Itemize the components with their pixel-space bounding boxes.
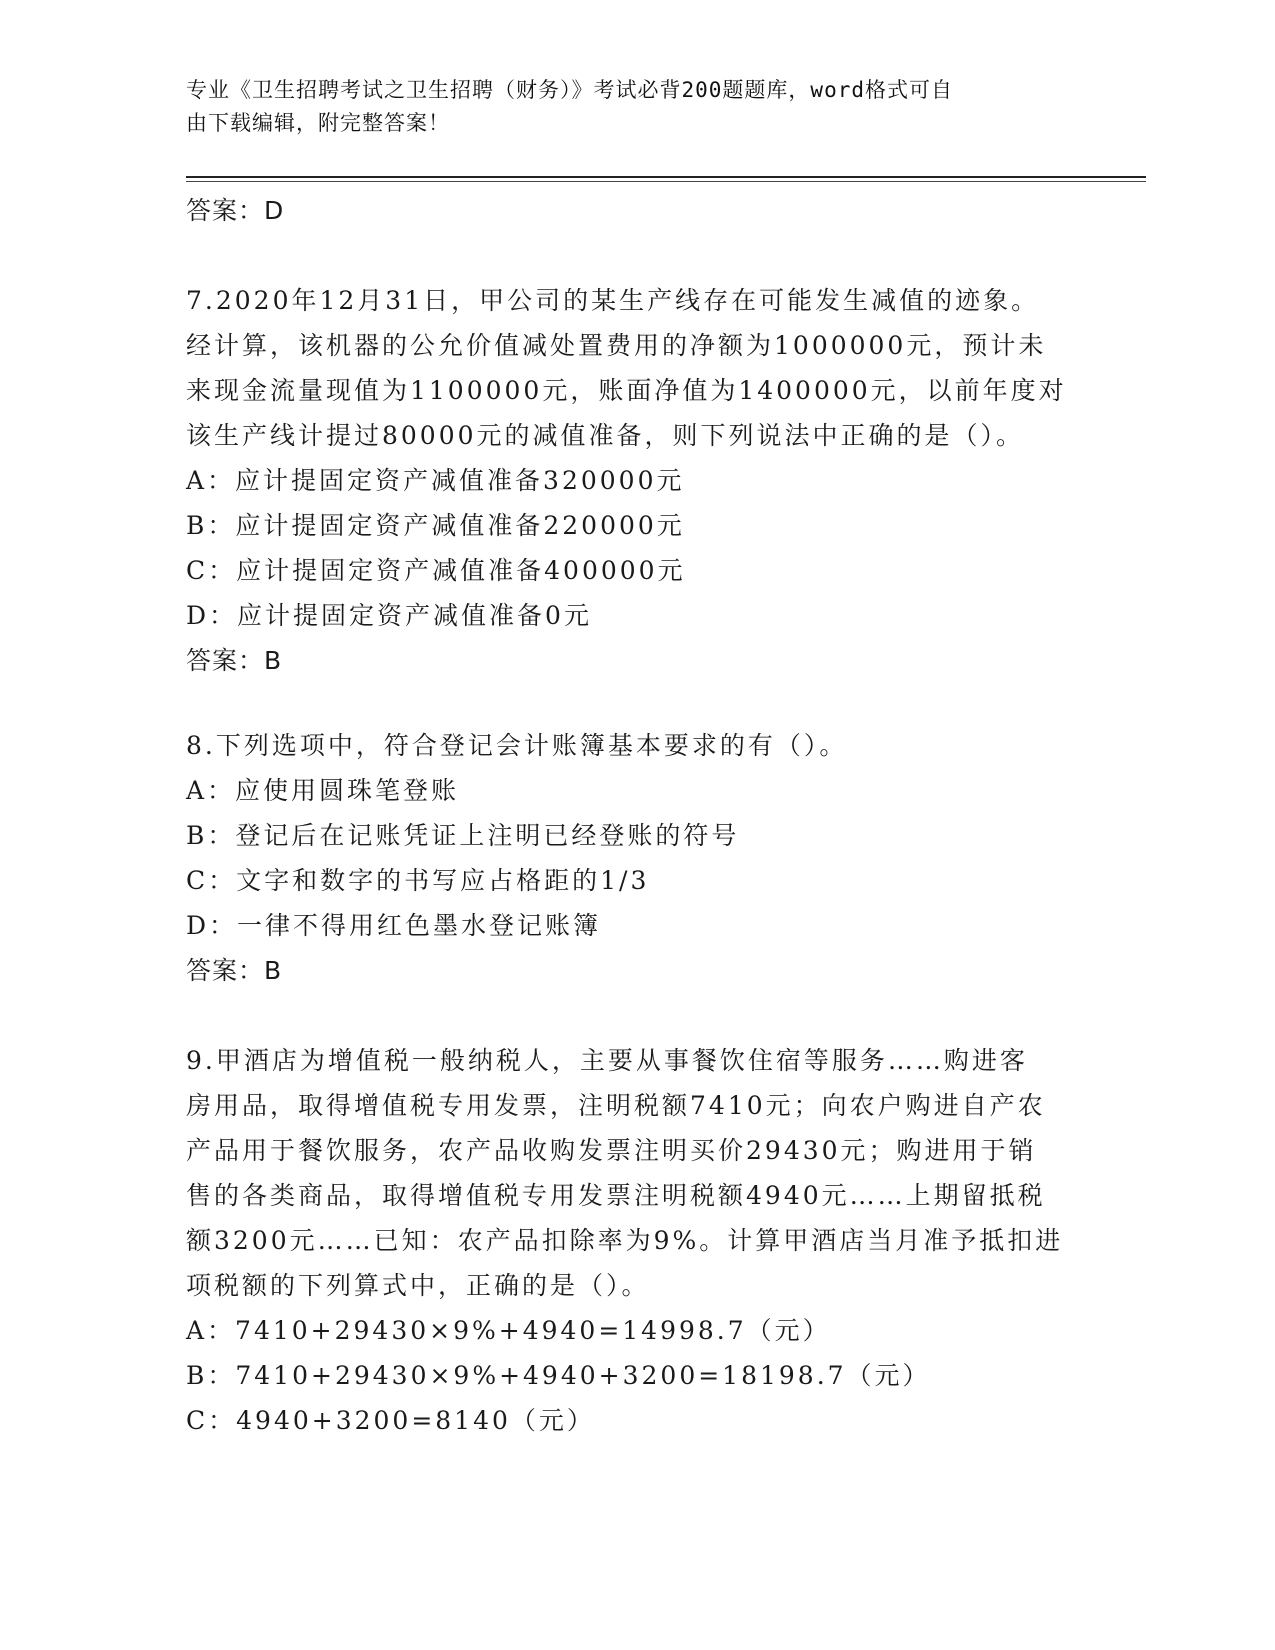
spacer — [186, 683, 1086, 723]
question-7-option-c: C：应计提固定资产减值准备400000元 — [186, 556, 686, 585]
question-9-option-a: A：7410+29430×9%+4940=14998.7（元） — [186, 1316, 831, 1345]
question-9-line-2: 房用品，取得增值税专用发票，注明税额7410元；向农户购进自产农 — [186, 1091, 1046, 1120]
question-8-option-c: C：文字和数字的书写应占格距的1/3 — [186, 866, 650, 895]
question-7-option-b: B：应计提固定资产减值准备220000元 — [186, 511, 685, 540]
header-divider-thick — [186, 176, 1146, 178]
question-9-line-6: 项税额的下列算式中，正确的是（）。 — [186, 1271, 650, 1300]
question-7 — [186, 278, 1086, 683]
question-8-option-a: A：应使用圆珠笔登账 — [186, 776, 460, 805]
page-header — [186, 74, 1066, 140]
question-7-line-2: 经计算，该机器的公允价值减处置费用的净额为1000000元，预计未 — [186, 331, 1047, 360]
question-7-line-4: 该生产线计提过80000元的减值准备，则下列说法中正确的是（）。 — [186, 421, 1025, 450]
question-8 — [186, 723, 1086, 993]
header-line-1: 专业《卫生招聘考试之卫生招聘（财务）》考试必背200题题库，word格式可自 — [186, 78, 953, 102]
question-7-line-3: 来现金流量现值为1100000元，账面净值为1400000元，以前年度对 — [186, 376, 1067, 405]
spacer — [186, 993, 1086, 1038]
question-9-line-3: 产品用于餐饮服务，农产品收购发票注明买价29430元；购进用于销 — [186, 1136, 1037, 1165]
question-9-line-4: 售的各类商品，取得增值税专用发票注明税额4940元……上期留抵税 — [186, 1181, 1046, 1210]
header-divider-thin — [186, 181, 1146, 182]
question-7-line-1: 7.2020年12月31日，甲公司的某生产线存在可能发生减值的迹象。 — [186, 286, 1040, 315]
question-7-option-a: A：应计提固定资产减值准备320000元 — [186, 466, 685, 495]
question-9-line-5: 额3200元……已知：农产品扣除率为9%。计算甲酒店当月准予抵扣进 — [186, 1226, 1064, 1255]
question-7-answer: 答案：B — [186, 646, 283, 675]
question-8-answer: 答案：B — [186, 956, 283, 985]
question-8-option-d: D：一律不得用红色墨水登记账簿 — [186, 911, 602, 940]
question-8-option-b: B：登记后在记账凭证上注明已经登账的符号 — [186, 821, 740, 850]
spacer — [186, 233, 1086, 278]
question-9-line-1: 9.甲酒店为增值税一般纳税人，主要从事餐饮住宿等服务……购进客 — [186, 1046, 1028, 1075]
question-9-option-b: B：7410+29430×9%+4940+3200=18198.7（元） — [186, 1361, 931, 1390]
question-9 — [186, 1038, 1086, 1443]
question-8-line-1: 8.下列选项中，符合登记会计账簿基本要求的有（）。 — [186, 731, 848, 760]
question-7-option-d: D：应计提固定资产减值准备0元 — [186, 601, 592, 630]
document-body — [186, 188, 1086, 1443]
answer-previous: 答案：D — [186, 196, 285, 225]
header-line-2: 由下载编辑，附完整答案！ — [186, 111, 450, 135]
question-9-option-c: C：4940+3200=8140（元） — [186, 1406, 595, 1435]
